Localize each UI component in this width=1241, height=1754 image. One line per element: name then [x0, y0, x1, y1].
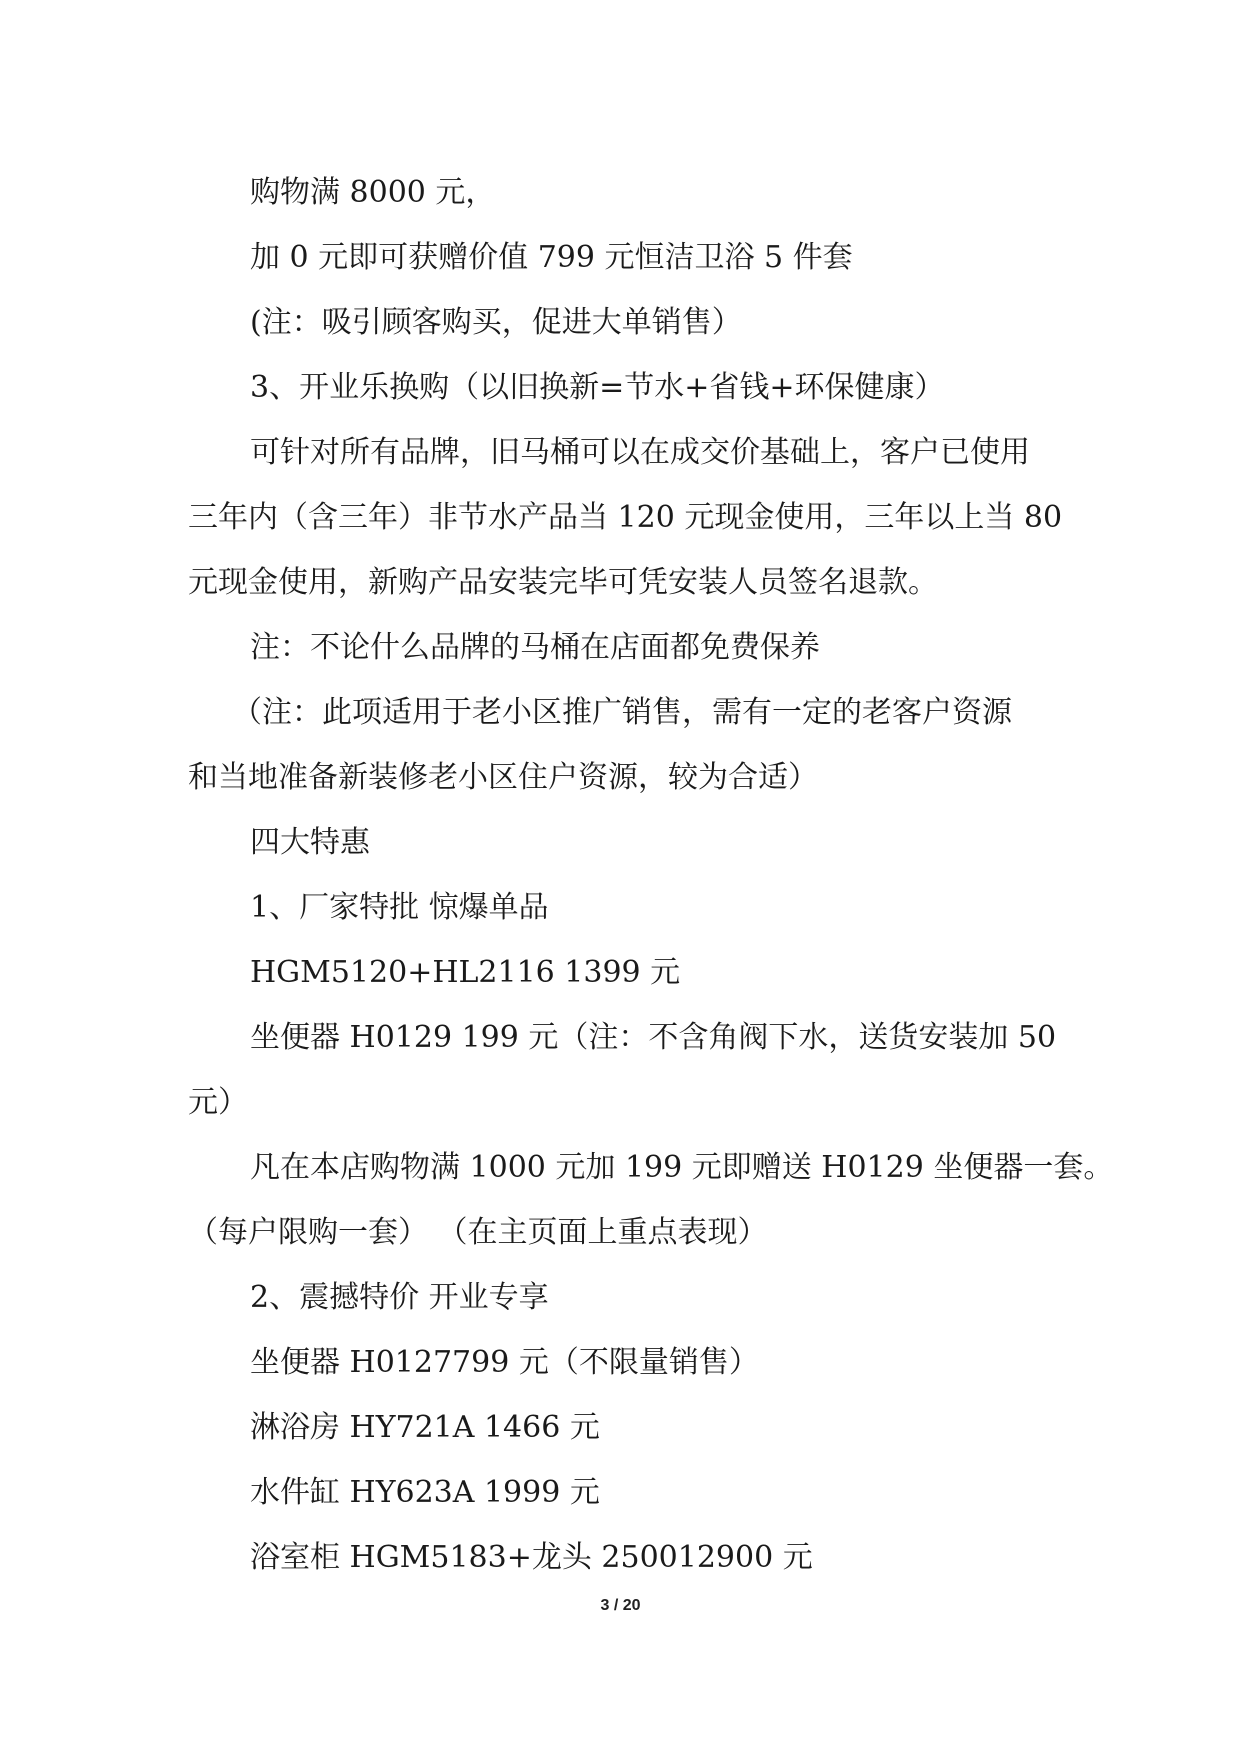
paragraph-line: 淋浴房 HY721A 1466 元 — [250, 1410, 600, 1445]
paragraph-line: 凡在本店购物满 1000 元加 199 元即赠送 H0129 坐便器一套。 — [250, 1150, 1114, 1185]
paragraph-line: 三年内（含三年）非节水产品当 120 元现金使用，三年以上当 80 — [188, 500, 1063, 535]
paragraph-line: （每户限购一套） （在主页面上重点表现） — [188, 1215, 768, 1250]
paragraph-line: 水件缸 HY623A 1999 元 — [250, 1475, 600, 1510]
paragraph-line: 坐便器 H0127799 元（不限量销售） — [250, 1345, 759, 1380]
paragraph-line: 坐便器 H0129 199 元（注：不含角阀下水，送货安装加 50 — [250, 1020, 1057, 1055]
paragraph-line: 和当地准备新装修老小区住户资源，较为合适） — [188, 760, 818, 795]
page-number: 3 / 20 — [600, 1597, 641, 1614]
paragraph-line: HGM5120+HL2116 1399 元 — [250, 955, 681, 990]
paragraph-line: 元） — [188, 1085, 248, 1120]
paragraph-line: 注：不论什么品牌的马桶在店面都免费保养 — [250, 630, 820, 665]
document-body — [188, 160, 1114, 1590]
paragraph-line: 可针对所有品牌，旧马桶可以在成交价基础上，客户已使用 — [250, 435, 1030, 470]
paragraph-line: 购物满 8000 元， — [250, 175, 496, 210]
subsection-heading: 1、厂家特批 惊爆单品 — [250, 890, 549, 925]
paragraph-line: 浴室柜 HGM5183+龙头 250012900 元 — [250, 1540, 813, 1575]
section-heading: 四大特惠 — [250, 825, 370, 860]
paragraph-line: （注：此项适用于老小区推广销售，需有一定的老客户资源 — [232, 695, 1012, 730]
paragraph-line: 加 0 元即可获赠价值 799 元恒洁卫浴 5 件套 — [250, 240, 853, 275]
paragraph-line: (注：吸引顾客购买，促进大单销售） — [250, 305, 742, 340]
paragraph-line: 元现金使用，新购产品安装完毕可凭安装人员签名退款。 — [188, 565, 938, 600]
section-heading: 3、开业乐换购（以旧换新=节水+省钱+环保健康） — [250, 370, 945, 405]
subsection-heading: 2、震撼特价 开业专享 — [250, 1280, 549, 1315]
